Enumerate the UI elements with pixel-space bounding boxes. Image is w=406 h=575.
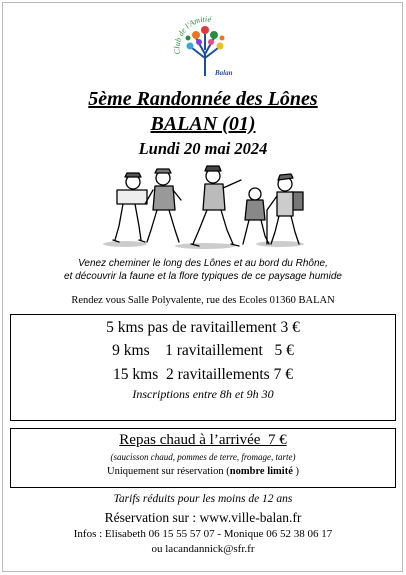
course-row [11, 366, 395, 384]
course-supply: 2 ravitaillements [165, 366, 270, 383]
logo-arc-text: Club de l'Amitié [172, 14, 212, 55]
course-price: 3 € [280, 319, 300, 336]
course-distance: 9 kms [112, 342, 150, 359]
registration-hours: Inscriptions entre 8h et 9h 30 [132, 387, 274, 401]
course-supply: 1 ravitaillement [165, 342, 263, 359]
tree-of-people-logo-icon [170, 8, 240, 80]
course-row [11, 319, 395, 337]
hikers-cartoon-icon [95, 160, 311, 250]
intro-line-1: Venez cheminer le long des Lônes et au bord du Rhône, [78, 258, 328, 269]
meal-title-row [11, 432, 395, 449]
meal-title: Repas chaud à l’arrivée [119, 432, 261, 448]
event-date: Lundi 20 mai 2024 [138, 139, 268, 158]
page-title: 5ème Randonnée des Lônes [88, 88, 318, 110]
meal-note [11, 466, 395, 477]
meal-box [10, 428, 396, 488]
meal-note-prefix: Uniquement sur réservation ( [107, 466, 230, 477]
intro-line-2: et découvrir la faune et la flore typiques de ce paysage humide [64, 271, 342, 282]
course-distance: 5 kms [106, 319, 144, 336]
meal-note-suffix: ) [292, 466, 299, 477]
logo-town: Balan [215, 69, 233, 77]
page-subtitle: BALAN (01) [150, 113, 256, 135]
courses-box [10, 314, 396, 421]
contact-email[interactable]: ou lacandannick@sfr.fr [151, 543, 255, 555]
course-price: 7 € [273, 366, 293, 383]
meal-note-limited: nombre limité [229, 466, 293, 477]
contact-info: Infos : Elisabeth 06 15 55 57 07 - Monique 06 52 38 06 17 [73, 528, 333, 540]
meeting-place: Rendez vous Salle Polyvalente, rue des Ecoles 01360 BALAN [71, 295, 335, 306]
course-price: 5 € [274, 342, 294, 359]
course-supply: pas de ravitaillement [147, 319, 277, 336]
reservation-link[interactable]: Réservation sur : www.ville-balan.fr [104, 510, 302, 525]
reduced-prices: Tarifs réduits pour les moins de 12 ans [113, 493, 293, 505]
meal-price: 7 € [267, 432, 287, 448]
course-distance: 15 kms [113, 366, 159, 383]
meal-detail: (saucisson chaud, pommes de terre, fromage, tarte) [110, 452, 296, 462]
intro-text [0, 257, 406, 283]
course-row [11, 342, 395, 360]
